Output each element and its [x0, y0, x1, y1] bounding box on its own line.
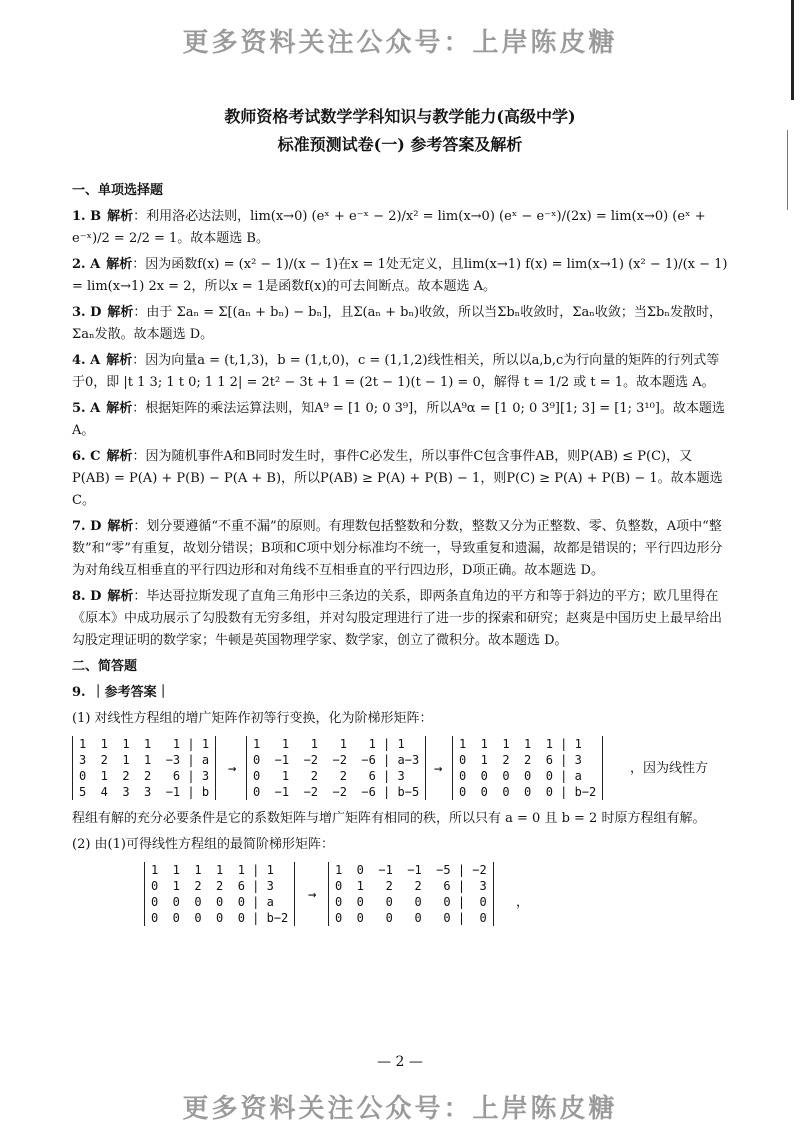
question-text: 由于 Σaₙ = Σ[(aₙ + bₙ) − bₙ]，且Σ(aₙ + bₙ)收敛，所以当Σbₙ收敛时，Σaₙ收敛；当Σbₙ发散时，Σaₙ发散。故本题选 D。 — [72, 305, 722, 342]
question-text: 因为随机事件A和B同时发生时，事件C必发生，所以事件C包含事件AB，则P(AB) ≤ P(C)，又 P(AB) = P(A) + P(B) − P(A + B)，所以P(AB) ≥ P(A) + P(B) − 1，则P(C) ≥ P(A) + P(B) − 1。故本题选 C。 — [72, 449, 723, 508]
question-8: 8. D 解析：毕达哥拉斯发现了直角三角形中三条边的关系，即两条直角边的平方和等于斜边的平方；欧几里得在《原本》中成功展示了勾股数有无穷多组，并对勾股定理进行了进一步的探索和研究；赵爽是中国历史上最早给出勾股定理证明的数学家；牛顿是英国物理学家、数学家，创立了微积分。故本题选 D。 — [72, 589, 723, 648]
matrix-row: 0 −1 −2 −2 −6 | a−3 — [253, 753, 420, 767]
question-9-conclusion: 程组有解的充分必要条件是它的系数矩阵与增广矩阵有相同的秩，所以只有 a = 0 且 b = 2 时原方程组有解。 — [72, 811, 706, 826]
question-9-header — [72, 682, 732, 704]
question-text: 利用洛必达法则，lim(x→0) (eˣ + e⁻ˣ − 2)/x² = lim(x→0) (eˣ − e⁻ˣ)/(2x) = lim(x→0) (eˣ + e⁻ˣ)/2 = 2/2 = 1。故本题选 B。 — [72, 209, 706, 246]
matrix-row: 0 0 0 0 0 | a — [459, 769, 582, 783]
question-text: 根据矩阵的乘法运算法则，知A⁹ = [1 0; 0 3⁹]，所以A⁹α = [1 0; 0 3⁹][1; 3] = [1; 3¹⁰]。故本题选 A。 — [72, 401, 725, 438]
document-subtitle: 标准预测试卷(一) 参考答案及解析 — [277, 135, 523, 154]
page-number: — 2 — — [377, 1054, 423, 1070]
matrix-row: 1 0 −1 −1 −5 | −2 — [335, 863, 487, 877]
question-text: 因为向量a = (t,1,3)，b = (1,t,0)，c = (1,1,2)线性相关，所以以a,b,c为行向量的矩阵的行列式等于0，即 |t 1 3; 1 t 0; 1 1 2| = 2t² − 3t + 1 = (2t − 1)(t − 1) = 0，解得 t = 1/2 或 t = 1。故本题选 A。 — [72, 353, 720, 390]
analysis-label: 解析 — [106, 449, 133, 464]
matrix-row-2 — [144, 862, 732, 928]
analysis-label: 解析 — [107, 209, 134, 224]
answer-content — [72, 178, 732, 934]
question-number: 7. D — [72, 519, 102, 534]
question-4: 4. A 解析：因为向量a = (t,1,3)，b = (1,t,0)，c = (1,1,2)线性相关，所以以a,b,c为行向量的矩阵的行列式等于0，即 |t 1 3; 1 t 0; 1 1 2| = 2t² − 3t + 1 = (2t − 1)(t − 1) = 0，解得 t = 1/2 或 t = 1。故本题选 A。 — [72, 353, 720, 390]
matrix-row: 5 4 3 3 −1 | b — [79, 785, 210, 799]
matrix-row-1 — [72, 736, 732, 802]
arrow-icon: → — [228, 761, 237, 777]
question-text: 因为函数f(x) = (x² − 1)/(x − 1)在x = 1处无定义，且lim(x→1) f(x) = lim(x→1) (x² − 1)/(x − 1) = lim(x→1) 2x = 2，所以x = 1是函数f(x)的可去间断点。故本题选 A。 — [72, 257, 728, 294]
section-heading-short-answer: 二、简答题 — [72, 659, 138, 674]
section-heading-single-choice: 一、单项选择题 — [72, 183, 164, 198]
augmented-matrix-5 — [328, 862, 494, 926]
question-number: 9. — [72, 685, 86, 700]
question-number: 4. A — [72, 353, 101, 368]
watermark-top: 更多资料关注公众号：上岸陈皮糖 — [182, 28, 618, 58]
question-3: 3. D 解析：由于 Σaₙ = Σ[(aₙ + bₙ) − bₙ]，且Σ(aₙ + bₙ)收敛，所以当Σbₙ收敛时，Σaₙ收敛；当Σbₙ发散时，Σaₙ发散。故本题选 D。 — [72, 305, 722, 342]
matrix-row: 0 1 2 2 6 | 3 — [79, 769, 210, 783]
matrix-row: 3 2 1 1 −3 | a — [79, 753, 210, 767]
matrix-row: 0 1 2 2 6 | 3 — [335, 879, 487, 893]
matrix-row: 0 1 2 2 6 | 3 — [459, 753, 582, 767]
reference-answer-label: ｜参考答案｜ — [91, 685, 170, 700]
augmented-matrix-3 — [452, 736, 603, 800]
page-edge-mark — [791, 0, 794, 100]
watermark-bottom: 更多资料关注公众号：上岸陈皮糖 — [182, 1094, 618, 1124]
augmented-matrix-1 — [72, 736, 216, 800]
matrix-row: 0 1 2 2 6 | 3 — [253, 769, 405, 783]
analysis-label: 解析 — [107, 519, 134, 534]
matrix-row: 1 1 1 1 1 | 1 — [253, 737, 405, 751]
question-number: 8. D — [72, 589, 102, 604]
matrix-row: 0 −1 −2 −2 −6 | b−5 — [253, 785, 420, 799]
analysis-label: 解析 — [106, 353, 133, 368]
matrix-row: 0 0 0 0 0 | 0 — [335, 911, 487, 925]
matrix-row: 1 1 1 1 1 | 1 — [459, 737, 582, 751]
arrow-icon: → — [308, 887, 317, 903]
matrix-row: 0 0 0 0 0 | b−2 — [459, 785, 597, 799]
matrix-row: 1 1 1 1 1 | 1 — [79, 737, 210, 751]
question-number: 1. B — [72, 209, 102, 224]
question-9-part-2: (2) 由(1)可得线性方程组的最简阶梯形矩阵： — [72, 837, 334, 852]
augmented-matrix-4 — [144, 862, 295, 926]
question-6: 6. C 解析：因为随机事件A和B同时发生时，事件C必发生，所以事件C包含事件AB，则P(AB) ≤ P(C)，又 P(AB) = P(A) + P(B) − P(A + B)，所以P(AB) ≥ P(A) + P(B) − 1，则P(C) ≥ P(A) + P(B) − 1。故本题选 C。 — [72, 449, 723, 508]
matrix-row: 1 1 1 1 1 | 1 — [151, 863, 274, 877]
analysis-label: 解析 — [107, 589, 134, 604]
question-7: 7. D 解析：划分要遵循“不重不漏”的原则。有理数包括整数和分数，整数又分为正整数、零、负整数，A项中“整数”和“零”有重复，故划分错误；B项和C项中划分标准均不统一，导致重复和遗漏，故都是错误的；平行四边形分为对角线互相垂直的平行四边形和对角线不互相垂直的平行四边形，D项正确。故本题选 D。 — [72, 519, 723, 578]
matrix-row: 0 0 0 0 0 | a — [151, 895, 274, 909]
matrix-row: 0 0 0 0 0 | b−2 — [151, 911, 289, 925]
question-1: 1. B 解析：利用洛必达法则，lim(x→0) (eˣ + e⁻ˣ − 2)/x² = lim(x→0) (eˣ − e⁻ˣ)/(2x) = lim(x→0) (eˣ + e⁻ˣ)/2 = 2/2 = 1。故本题选 B。 — [72, 209, 706, 246]
question-5: 5. A 解析：根据矩阵的乘法运算法则，知A⁹ = [1 0; 0 3⁹]，所以A⁹α = [1 0; 0 3⁹][1; 3] = [1; 3¹⁰]。故本题选 A。 — [72, 401, 725, 438]
question-number: 6. C — [72, 449, 101, 464]
matrix-row: 0 1 2 2 6 | 3 — [151, 879, 274, 893]
matrix-row: 0 0 0 0 0 | 0 — [335, 895, 487, 909]
document-title: 教师资格考试数学学科知识与教学能力(高级中学) — [224, 107, 576, 126]
analysis-label: 解析 — [106, 401, 133, 416]
question-text: 毕达哥拉斯发现了直角三角形中三条边的关系，即两条直角边的平方和等于斜边的平方；欧几里得在《原本》中成功展示了勾股数有无穷多组，并对勾股定理进行了进一步的探索和研究；赵爽是中国历史上最早给出勾股定理证明的数学家；牛顿是英国物理学家、数学家，创立了微积分。故本题选 D。 — [72, 589, 723, 648]
analysis-label: 解析 — [107, 305, 134, 320]
question-number: 2. A — [72, 257, 101, 272]
augmented-matrix-2 — [246, 736, 426, 800]
matrix-trailing-text: ，因为线性方 — [630, 761, 709, 776]
question-9-part-1: (1) 对线性方程组的增广矩阵作初等行变换，化为阶梯形矩阵： — [72, 711, 433, 726]
question-text: 划分要遵循“不重不漏”的原则。有理数包括整数和分数，整数又分为正整数、零、负整数，A项中“整数”和“零”有重复，故划分错误；B项和C项中划分标准均不统一，导致重复和遗漏，故都是错误的；平行四边形分为对角线互相垂直的平行四边形和对角线不互相垂直的平行四边形，D项正确。故本题选 D。 — [72, 519, 723, 578]
analysis-label: 解析 — [106, 257, 133, 272]
question-number: 5. A — [72, 401, 101, 416]
question-2: 2. A 解析：因为函数f(x) = (x² − 1)/(x − 1)在x = 1处无定义，且lim(x→1) f(x) = lim(x→1) (x² − 1)/(x − 1) = lim(x→1) 2x = 2，所以x = 1是函数f(x)的可去间断点。故本题选 A。 — [72, 257, 728, 294]
arrow-icon: → — [434, 761, 443, 777]
matrix-trailing-comma: ， — [516, 895, 530, 910]
question-number: 3. D — [72, 305, 102, 320]
